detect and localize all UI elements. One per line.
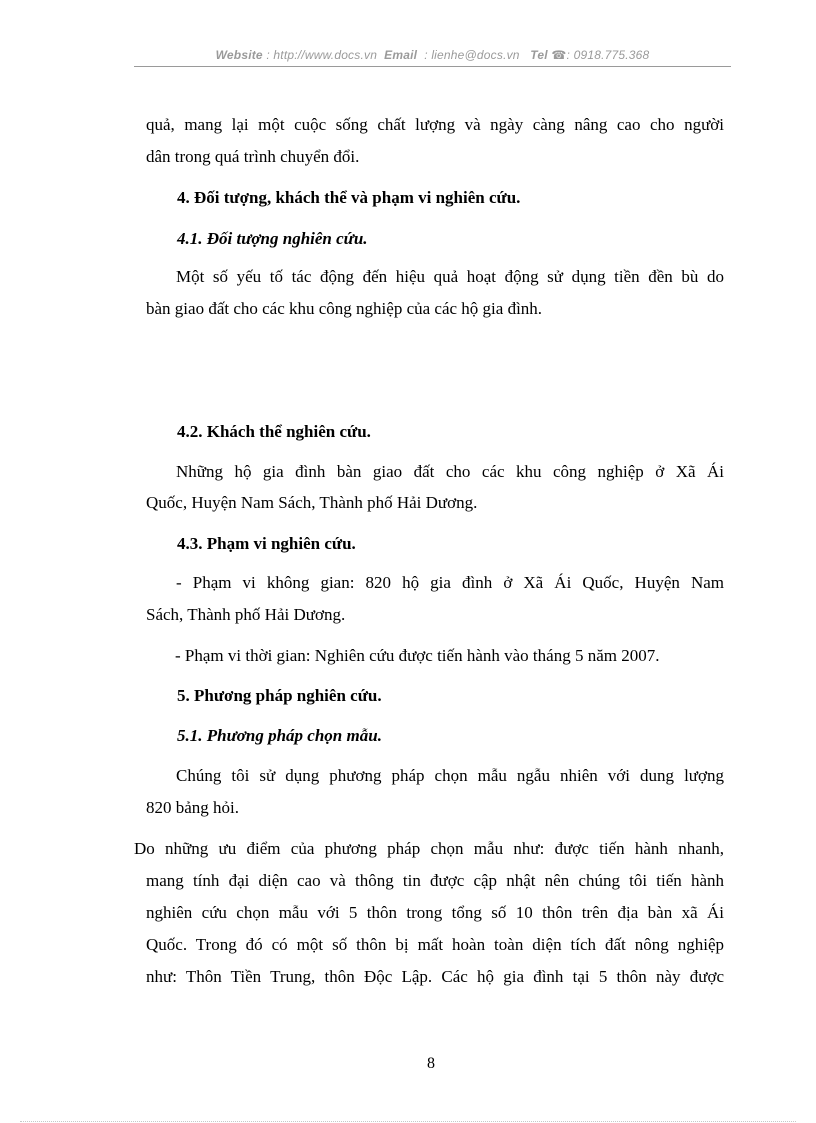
body-line: Những hộ gia đình bàn giao đất cho các khu công nghiệp ở Xã Ái [176,462,724,481]
tel-label: Tel [530,48,548,62]
body-line: như: Thôn Tiền Trung, thôn Độc Lập. Các hộ gia đình tại 5 thôn này được [146,967,724,986]
body-line: quả, mang lại một cuộc sống chất lượng và ngày càng nâng cao cho người [146,115,724,134]
body-line: Quốc. Trong đó có một số thôn bị mất hoàn toàn diện tích đất nông nghiệp [146,935,724,954]
website-value: : http://www.docs.vn [266,48,378,62]
email-value: : lienhe@docs.vn [424,48,520,62]
subsection-heading: 4.3. Phạm vi nghiên cứu. [177,534,356,553]
body-line: - Phạm vi không gian: 820 hộ gia đình ở Xã Ái Quốc, Huyện Nam [176,573,724,592]
subsection-heading: 4.1. Đối tượng nghiên cứu. [177,229,368,248]
page-header [134,48,731,62]
body-line: nghiên cứu chọn mẫu với 5 thôn trong tổng số 10 thôn trên địa bàn xã Ái [146,903,724,922]
body-line: 820 bảng hỏi. [146,798,240,817]
tel-value: : 0918.775.368 [566,48,650,62]
body-line: Do những ưu điểm của phương pháp chọn mẫu như: được tiến hành nhanh, [134,839,724,858]
body-line: bàn giao đất cho các khu công nghiệp của các hộ gia đình. [146,299,543,318]
website-label: Website [215,48,263,62]
section-heading: 4. Đối tượng, khách thể và phạm vi nghiên cứu. [177,188,521,207]
body-line: Quốc, Huyện Nam Sách, Thành phố Hải Dương. [146,493,478,512]
body-line: Chúng tôi sử dụng phương pháp chọn mẫu ngẫu nhiên với dung lượng [176,766,724,785]
phone-icon: ☎ [551,48,567,62]
body-line: mang tính đại diện cao và thông tin được cập nhật nên chúng tôi tiến hành [146,871,724,890]
subsection-heading: 5.1. Phương pháp chọn mẫu. [177,726,382,745]
footer-divider [20,1121,796,1122]
body-line: Một số yếu tố tác động đến hiệu quả hoạt động sử dụng tiền đền bù do [176,267,724,286]
header-divider [134,66,731,67]
email-label: Email [384,48,418,62]
body-line: dân trong quá trình chuyển đổi. [146,147,360,166]
section-heading: 5. Phương pháp nghiên cứu. [177,686,382,705]
body-line: Sách, Thành phố Hải Dương. [146,605,346,624]
subsection-heading: 4.2. Khách thể nghiên cứu. [177,422,371,441]
body-line: - Phạm vi thời gian: Nghiên cứu được tiến hành vào tháng 5 năm 2007. [175,646,660,665]
page-number: 8 [427,1055,435,1072]
